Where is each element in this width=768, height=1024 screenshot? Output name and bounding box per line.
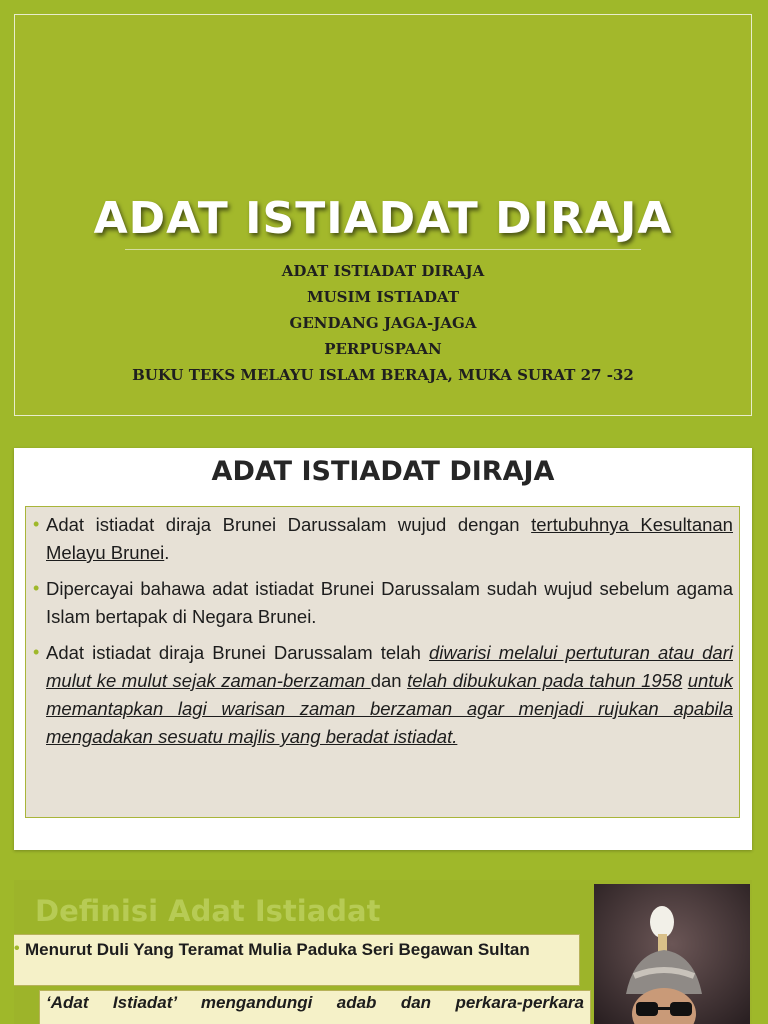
subtitle-line: BUKU TEKS MELAYU ISLAM BERAJA, MUKA SURAT 27 -32 (132, 366, 634, 384)
title-divider (125, 249, 641, 250)
bullet-text: Dipercayai bahawa adat istiadat Brunei Darussalam sudah wujud sebelum agama Islam bertapak di Negara Brunei. (46, 578, 733, 627)
subtitle-list (15, 258, 751, 388)
content-slide (14, 448, 752, 850)
sultan-portrait-image (594, 884, 750, 1024)
subtitle-line: PERPUSPAAN (324, 340, 442, 358)
title-slide (14, 14, 752, 416)
definition-text: ‘Adat Istiadat’ mengandungi adab dan perkara-perkara (46, 993, 584, 1012)
definition-slide (14, 880, 752, 1024)
subtitle-line: MUSIM ISTIADAT (306, 288, 459, 306)
bullet-text: Adat istiadat diraja Brunei Darussalam telah (46, 642, 429, 663)
bullet-dot-icon: • (33, 642, 40, 662)
bullet-dot-icon: • (33, 578, 40, 598)
portrait-illustration (594, 884, 750, 1024)
quote-text: Menurut Duli Yang Teramat Mulia Paduka Seri Begawan Sultan (25, 940, 530, 959)
slide-title: ADAT ISTIADAT DIRAJA (93, 193, 673, 244)
bullet-dot-icon: • (14, 940, 20, 957)
section-heading: Definisi Adat Istiadat (35, 894, 381, 928)
definition-box (39, 990, 591, 1024)
subtitle-line: ADAT ISTIADAT DIRAJA (281, 262, 485, 280)
text-box (25, 506, 740, 818)
bullet-item (32, 511, 733, 567)
bullet-text: dan (370, 670, 408, 691)
quote-box (14, 934, 580, 986)
bullet-item (32, 639, 733, 751)
bullet-end: . (164, 542, 170, 563)
bullet-dot-icon: • (33, 514, 40, 534)
slide-heading: ADAT ISTIADAT DIRAJA (211, 456, 555, 487)
emphasis-text: untuk memantapkan lagi warisan zaman berzaman agar menjadi rujukan apabila mengadakan sesuatu majlis yang beradat istiadat. (46, 670, 734, 747)
emphasis-text: diwarisi melalui pertuturan atau dari mulut ke mulut sejak zaman-berzaman (46, 642, 733, 691)
bullet-text: Adat istiadat diraja Brunei Darussalam wujud dengan (46, 514, 532, 535)
subtitle-line: GENDANG JAGA-JAGA (289, 314, 477, 332)
bullet-item (32, 575, 733, 631)
underlined-text: tertubuhnya Kesultanan Melayu Brunei (46, 514, 733, 563)
emphasis-text: telah dibukukan pada tahun 1958 (407, 670, 683, 691)
